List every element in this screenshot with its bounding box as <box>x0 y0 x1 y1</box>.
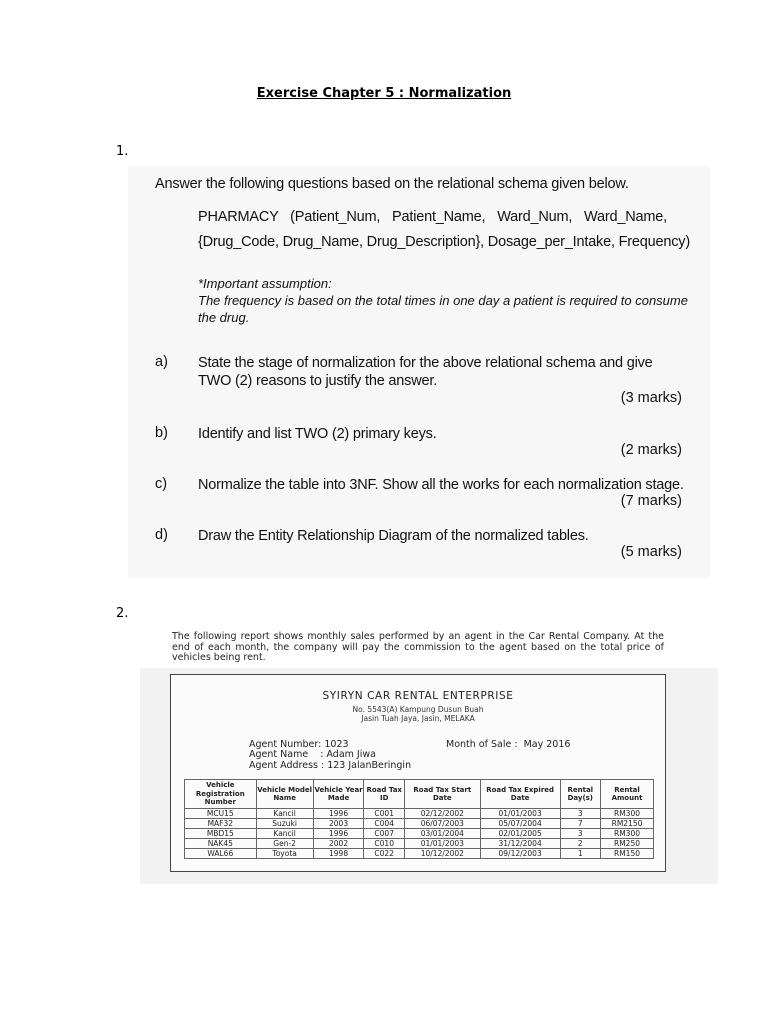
table-cell: 02/01/2005 <box>480 829 560 839</box>
column-header: Road Tax Expired Date <box>480 780 560 809</box>
page-title: Exercise Chapter 5 : Normalization <box>256 86 512 101</box>
table-cell: 10/12/2002 <box>404 849 480 859</box>
table-cell: 2003 <box>313 819 364 829</box>
question-2-intro: The following report shows monthly sales performed by an agent in the Car Rental Company. At the end of each month, the company will pay the commission to the agent based on the total price of vehicles being rent. <box>172 631 664 663</box>
column-header: Rental Day(s) <box>560 780 600 809</box>
sales-report <box>170 674 666 872</box>
agent-number: Agent Number: 1023 <box>249 739 349 750</box>
schema-line-1: PHARMACY (Patient_Num, Patient_Name, Ward_Num, Ward_Name, <box>198 209 667 225</box>
table-cell: 01/01/2003 <box>404 839 480 849</box>
table-cell: C004 <box>364 819 404 829</box>
subquestion-text: State the stage of normalization for the above relational schema and give TWO (2) reasons to justify the answer. <box>198 355 653 389</box>
company-address-line-1: No. 5543(A) Kampung Dusun Buah <box>352 705 484 714</box>
table-cell: C010 <box>364 839 404 849</box>
table-cell: RM2150 <box>601 819 654 829</box>
table-cell: Gen-2 <box>256 839 313 849</box>
subquestion-letter: c) <box>155 476 168 492</box>
company-name: SYIRYN CAR RENTAL ENTERPRISE <box>322 690 514 702</box>
subquestion-letter: d) <box>155 527 168 543</box>
question-1-intro: Answer the following questions based on the relational schema given below. <box>155 176 629 192</box>
subquestion-marks: (3 marks) <box>620 390 682 406</box>
question-1-number: 1. <box>116 144 129 159</box>
assumption-text: The frequency is based on the total times in one day a patient is required to consume the drug. <box>198 293 688 325</box>
table-cell: C001 <box>364 809 404 819</box>
table-cell: 1996 <box>313 809 364 819</box>
table-cell: 3 <box>560 829 600 839</box>
table-cell: 7 <box>560 819 600 829</box>
assumption-heading: *Important assumption: <box>198 276 332 291</box>
table-cell: 02/12/2002 <box>404 809 480 819</box>
table-cell: Kancil <box>256 829 313 839</box>
company-address-line-2: Jasin Tuah Jaya, Jasin, MELAKA <box>361 714 475 723</box>
column-header: Rental Amount <box>601 780 654 809</box>
table-cell: 03/01/2004 <box>404 829 480 839</box>
table-cell: 3 <box>560 809 600 819</box>
table-cell: RM300 <box>601 829 654 839</box>
table-cell: MAF32 <box>185 819 257 829</box>
question-1-scan <box>128 166 710 578</box>
agent-name: Agent Name : Adam Jiwa <box>249 749 376 760</box>
table-cell: RM300 <box>601 809 654 819</box>
agent-address: Agent Address : 123 JalanBeringin <box>249 760 412 771</box>
column-header: Vehicle Year Made <box>313 780 364 809</box>
table-cell: 05/07/2004 <box>480 819 560 829</box>
table-cell: Suzuki <box>256 819 313 829</box>
table-cell: 31/12/2004 <box>480 839 560 849</box>
schema-line-2: {Drug_Code, Drug_Name, Drug_Description}, Dosage_per_Intake, Frequency) <box>198 234 690 250</box>
table-cell: 1 <box>560 849 600 859</box>
table-row <box>185 819 654 829</box>
table-cell: WAL66 <box>185 849 257 859</box>
column-header: Vehicle Registration Number <box>185 780 257 809</box>
table-row <box>185 849 654 859</box>
table-cell: MBD15 <box>185 829 257 839</box>
month-of-sale: Month of Sale : May 2016 <box>446 739 571 750</box>
subquestion-letter: b) <box>155 425 168 441</box>
table-cell: 2 <box>560 839 600 849</box>
column-header: Road Tax ID <box>364 780 404 809</box>
table-cell: C007 <box>364 829 404 839</box>
subquestion-marks: (2 marks) <box>620 442 682 458</box>
subquestion-text: Identify and list TWO (2) primary keys. <box>198 426 437 442</box>
table-cell: MCU15 <box>185 809 257 819</box>
table-cell: 1996 <box>313 829 364 839</box>
column-header: Road Tax Start Date <box>404 780 480 809</box>
table-row <box>185 829 654 839</box>
table-cell: 01/01/2003 <box>480 809 560 819</box>
question-2-number: 2. <box>116 606 129 621</box>
subquestion-marks: (7 marks) <box>620 493 682 509</box>
table-cell: RM150 <box>601 849 654 859</box>
sales-table <box>184 779 654 859</box>
subquestion-text: Normalize the table into 3NF. Show all the works for each normalization stage. <box>198 477 684 493</box>
table-row <box>185 809 654 819</box>
column-header: Vehicle Model Name <box>256 780 313 809</box>
table-cell: 2002 <box>313 839 364 849</box>
table-cell: NAK45 <box>185 839 257 849</box>
table-cell: 09/12/2003 <box>480 849 560 859</box>
table-cell: RM250 <box>601 839 654 849</box>
table-cell: 06/07/2003 <box>404 819 480 829</box>
subquestion-letter: a) <box>155 354 168 370</box>
table-cell: Toyota <box>256 849 313 859</box>
subquestion-marks: (5 marks) <box>620 544 682 560</box>
table-cell: C022 <box>364 849 404 859</box>
table-cell: Kancil <box>256 809 313 819</box>
subquestion-text: Draw the Entity Relationship Diagram of the normalized tables. <box>198 528 589 544</box>
table-header-row <box>185 780 654 809</box>
table-cell: 1998 <box>313 849 364 859</box>
table-row <box>185 839 654 849</box>
